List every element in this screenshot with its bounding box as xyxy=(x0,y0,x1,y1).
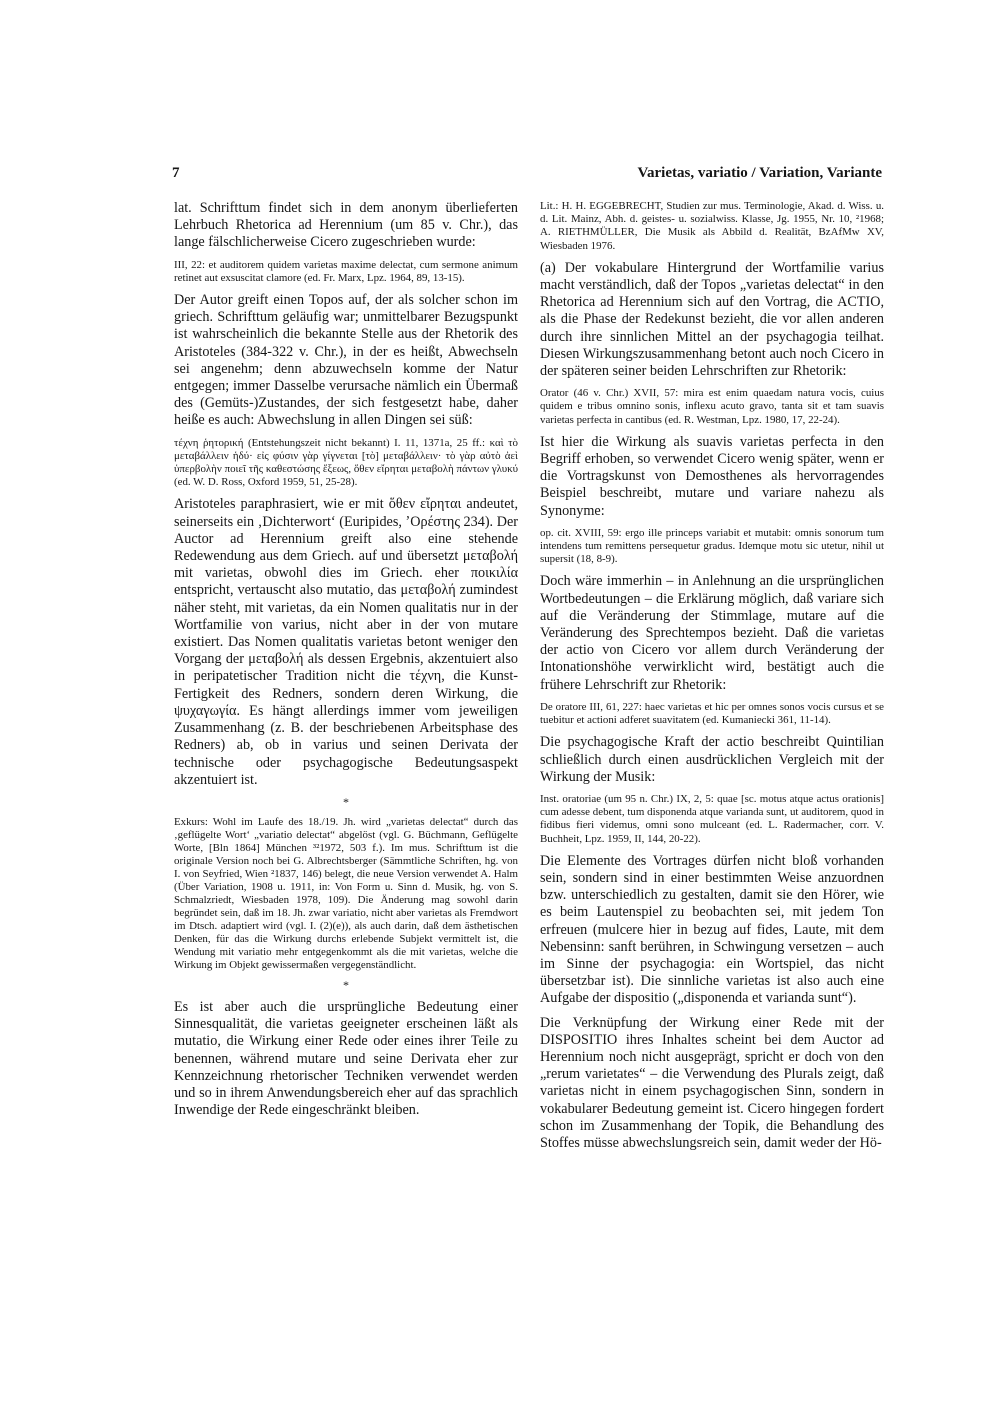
paragraph: Es ist aber auch die ursprüngliche Bedeutung einer Sinnesqualität, die varietas geeigneter erscheinen läßt als mutatio, die Wirkung einer Rede oder eines ihrer Teile zu benennen, während mutare und seine Derivata eher zur Kennzeichnung rhetorischer Techniken verwendet werden und so in ihrem Anwendungsbereich eher auf das sprachlich Inwendige der Rede eingeschränkt bleiben. xyxy=(174,998,518,1119)
citation: Inst. oratoriae (um 95 n. Chr.) IX, 2, 5: quae [sc. motus atque actus orationis] cum adesse debent, tum disponenda atque varianda sunt, ut auditorem, quod in fidibus fieri videmus, omni sono mulceant (ed. L. Radermacher, corr. V. Buchheit, Lpz. 1959, II, 144, 20-22). xyxy=(540,792,884,845)
page-header xyxy=(172,165,882,187)
paragraph: Ist hier die Wirkung als suavis varietas perfecta in den Begriff erhoben, so verwendet Cicero wenig später, wenn er die Vortragskunst von Demosthenes als hervorragendes Beispiel beschreibt, mutare und variare nahezu als Synonyme: xyxy=(540,433,884,519)
paragraph: Die Elemente des Vortrages dürfen nicht bloß vorhanden sein, sondern sind in einer bestimmten Weise anzuordnen bzw. unterschiedlich zu gestalten, damit sie den Hörer, wie es beim Lautenspiel zu beobachten sei, mit jedem Ton erfreuen (mulcere hier in bezug auf fides, Laute, mit dem Nebensinn: sanft berühren, in Schwingung versetzen – auch im Sinne der psychagogia: ein Wortspiel, das nicht übersetzbar ist). Die sinnliche varietas ist also auch eine Aufgabe der dispositio („disponenda et varianda sunt“). xyxy=(540,852,884,1007)
right-column xyxy=(540,200,884,1159)
citation: De oratore III, 61, 227: haec varietas et hic per omnes sonos vocis cursus et se tuebitur et actioni adferet suavitatem (ed. Kumaniecki 361, 11-14). xyxy=(540,700,884,727)
section-separator: * xyxy=(343,794,349,809)
paragraph: Aristoteles paraphrasiert, wie er mit ὅθεν εἴρηται andeutet, seinerseits ein ‚Dichterwort‘ (Euripides, ʼΟρέστης 234). Der Auctor ad Herennium greift also eine stehende Redewendung aus dem Griech. auf und übersetzt μεταβολή mit varietas, obwohl dies im Griech. eher ποικιλία entspricht, vertauscht also mutatio, das μεταβολή zumindest näher steht, mit varietas, da ein Nomen qualitatis nur in der Wortfamilie von varius, nicht aber in der von mutare existiert. Das Nomen qualitatis varietas betont weniger den Vorgang der μεταβολή als dessen Ergebnis, akzentuiert also in peripatetischer Tradition nicht die τέχνη, die Kunst-Fertigkeit des Redners, sondern deren Wirkung, die ψυχαγωγία. Es hängt allerdings immer vom jeweiligen Zusammenhang (z. B. der beschriebenen Arbeitsphase des Redners) ab, ob in varius und seinen Derivata der technische oder psychagogische Bedeutungsaspekt akzentuiert ist. xyxy=(174,496,518,788)
citation: III, 22: et auditorem quidem varietas maxime delectat, cum sermone animum retinet aut exsuscitat clamore (ed. Fr. Marx, Lpz. 1964, 89, 13-15). xyxy=(174,258,518,284)
section-separator: * xyxy=(343,977,349,992)
citation: Orator (46 v. Chr.) XVII, 57: mira est enim quaedam natura vocis, cuius quidem e tribus omnino sonis, inflexu acuto gravo, tanta sit et tam suavis varietas perfecta in cantibus (ed. R. Westman, Lpz. 1980, 17, 22-24). xyxy=(540,387,884,426)
left-column xyxy=(174,200,518,1126)
excursus-note: Exkurs: Wohl im Laufe des 18./19. Jh. wird „varietas delectat“ durch das ‚geflügelte Wort‘ „variatio delectat“ abgelöst (vgl. G. Büchmann, Geflügelte Worte, [Bln 1864] München ³²1972, 503 f.). Im mus. Schrifttum ist die originale Version noch bei G. Albrechtsberger (Sämmtliche Schriften, hg. von I. von Seyfried, Wien ²1837, 146) belegt, die neue Version verwendet A. Halm (Über Variation, 1908 u. 1911, in: Von Form u. Sinn d. Musik, hg. von S. Schmalzriedt, Wiesbaden 1978, 109). Die Änderung mag sowohl darin begründet sein, daß im 18. Jh. zwar variatio, nicht aber varietas als Fremdwort im Dtsch. adaptiert wird (vgl. I. (2)(e)), als auch darin, daß dem ästhetischen Denken, für das die Wirkung durchs erlebende Subjekt vermittelt ist, die Wendung mit variatio mehr entgegenkommt als die mit varietas, welche die Wirkung im Objekt gewissermaßen vergegenständlicht. xyxy=(174,815,518,971)
citation: Lit.: H. H. EGGEBRECHT, Studien zur mus. Terminologie, Akad. d. Wiss. u. d. Lit. Mainz, Abh. d. geistes- u. sozialwiss. Klasse, Jg. 1955, Nr. 10, ²1968; A. RIETHMÜLLER, Die Musik als Abbild d. Realität, BzAfMw XV, Wiesbaden 1976. xyxy=(540,200,884,252)
paragraph: (a) Der vokabulare Hintergrund der Wortfamilie varius macht verständlich, daß der Topos „varietas delectat“ in den Rhetorica ad Herennium sich auf den Vortrag, die ACTIO, als die Phase der Redekunst bezieht, die vor allen anderen durch ihre sinnlichen Mittel an der psychagogia teilhat. Diesen Wirkungszusammenhang betont auch noch Cicero in der späteren seiner beiden Lehrschriften zur Rhetorik: xyxy=(540,259,884,380)
running-title: Varietas, variatio / Variation, Variante xyxy=(637,165,882,181)
paragraph: Der Autor greift einen Topos auf, der als solcher schon im griech. Schrifttum geläufig war; unmittelbarer Bezugspunkt ist wahrscheinlich die bekannte Stelle aus der Rhetorik des Aristoteles (384-322 v. Chr.), in der es heißt, Abwechseln sei angenehm; denn abzuwechseln komme der Natur entgegen; immer Dasselbe verursache nämlich ein Übermaß des (Gemüts-)Zustandes, der sich festgesetzt habe, daher heiße es auch: Abwechslung in allen Dingen sei süß: xyxy=(174,292,518,429)
paragraph: lat. Schrifttum findet sich in dem anonym überlieferten Lehrbuch Rhetorica ad Herennium (um 85 v. Chr.), das lange fälschlicherweise Cicero zugeschrieben wurde: xyxy=(174,200,518,251)
paragraph: Doch wäre immerhin – in Anlehnung an die ursprünglichen Wortbedeutungen – die Erklärung möglich, daß variare sich auf die Veränderung der Stimmlage, mutare auf die Veränderung des Sprechtempos bezieht. Daß die varietas der actio von Cicero vor allem durch Veränderung der Intonationshöhe verwirklicht wird, bestätigt auch die frühere Lehrschrift zur Rhetorik: xyxy=(540,573,884,693)
paragraph: Die psychagogische Kraft der actio beschreibt Quintilian schließlich durch einen ausdrücklichen Vergleich mit der Wirkung der Musik: xyxy=(540,734,884,785)
citation: op. cit. XVIII, 59: ergo ille princeps variabit et mutabit: omnis sonorum tum intendens tum remittens persequetur gradus. Idemque motu sic utetur, nihil ut supersit (18, 8-9). xyxy=(540,526,884,566)
paragraph: Die Verknüpfung der Wirkung einer Rede mit der DISPOSITIO ihres Inhaltes scheint bei dem Auctor ad Herennium noch nicht ausgeprägt, spricht er doch von den „rerum varietates“ – die Verwendung des Plurals zeigt, daß varietas nicht in einem psychagogischen Sinn, sondern in vokabularer Bedeutung gemeint ist. Cicero hingegen fordert schon im Zusammenhang der Topik, die Behandlung des Stoffes müsse abwechslungsreich sein, damit weder der Hö- xyxy=(540,1014,884,1151)
page-number: 7 xyxy=(172,165,180,181)
citation: τέχνη ῥητορική (Entstehungszeit nicht bekannt) I. 11, 1371a, 25 ff.: καὶ τὸ μεταβάλλειν ἡδύ· εἰς φύσιν γὰρ γίγνεται [τὸ] μεταβάλλειν· τὸ γὰρ αὐτὸ ἀεὶ ὑπερβολὴν ποιεῖ τῆς καθεστώσης ἕξεως, ὅθεν εἴρηται μεταβολὴ πάντων γλυκύ (ed. W. D. Ross, Oxford 1959, 51, 25-28). xyxy=(174,436,518,489)
